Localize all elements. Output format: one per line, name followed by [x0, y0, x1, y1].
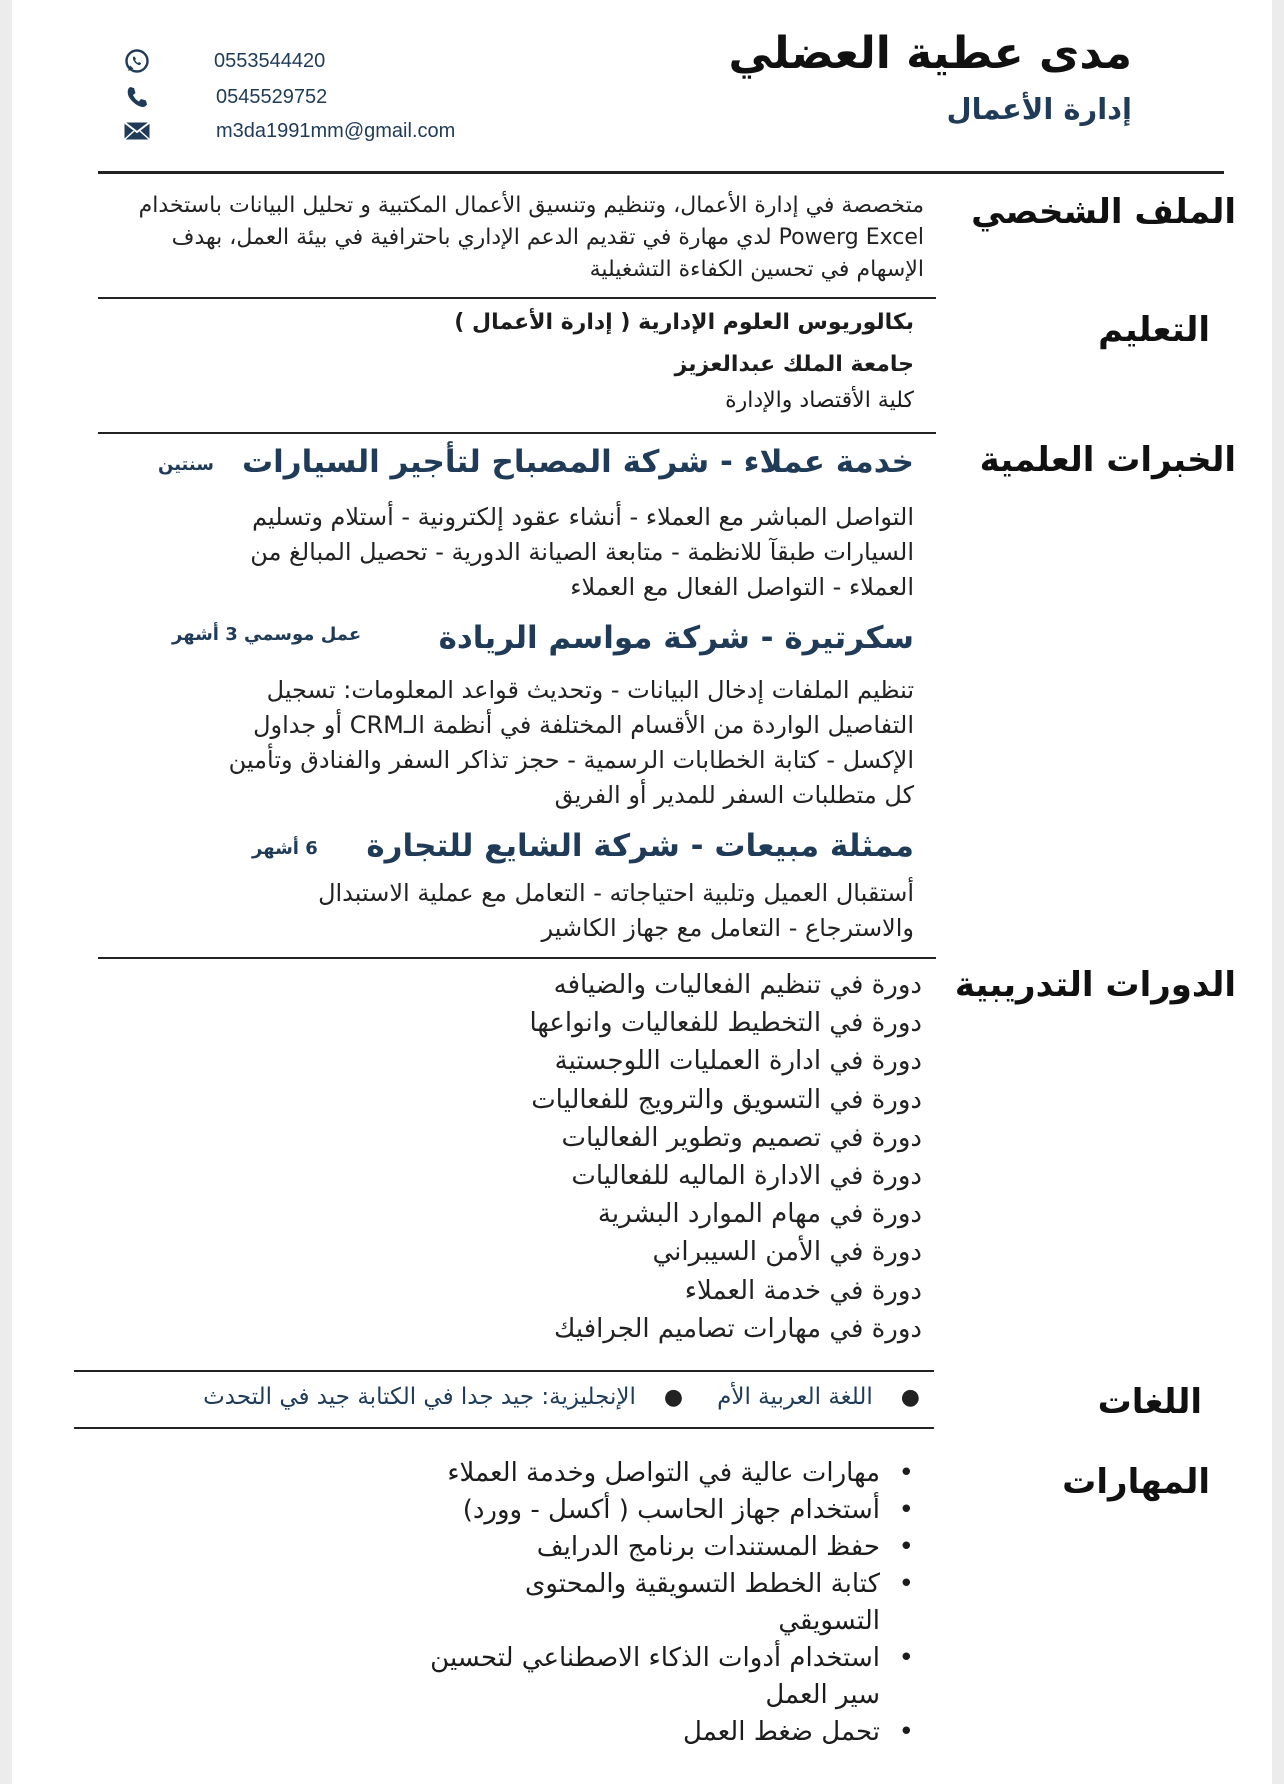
phone-contact: [122, 80, 328, 114]
whatsapp-contact: [122, 44, 326, 78]
job-title: سكرتيرة - شركة مواسم الريادة: [438, 620, 914, 656]
job-desc-line: العملاء - التواصل الفعال مع العملاء: [570, 573, 914, 601]
course-item: دورة في ادارة العمليات اللوجستية: [554, 1046, 922, 1077]
job-duration: 6 أشهر: [252, 838, 318, 859]
course-item: دورة في تنظيم الفعاليات والضيافه: [553, 970, 922, 1000]
education-university: جامعة الملك عبدالعزيز: [674, 352, 914, 377]
bullet: ●: [663, 1384, 684, 1410]
header-divider: [98, 171, 1224, 174]
course-item: دورة في التخطيط للفعاليات وانواعها: [529, 1008, 922, 1039]
languages-list: [203, 1384, 920, 1410]
candidate-job-title: إدارة الأعمال: [946, 92, 1132, 126]
job-desc-line: السيارات طبقآ للانظمة - متابعة الصيانة الدورية - تحصيل المبالغ من: [250, 538, 914, 566]
course-item: دورة في التسويق والترويج للفعاليات: [531, 1084, 922, 1115]
phone-number[interactable]: 0545529752: [216, 85, 328, 108]
email-icon: [122, 116, 152, 146]
courses-list: [529, 966, 922, 1348]
job-description: [154, 876, 914, 946]
profile-line: متخصصة في إدارة الأعمال، وتنظيم وتنسيق الأعمال المكتبية و تحليل البيانات باستخدام: [138, 193, 924, 218]
email-address[interactable]: m3da1991mm@gmail.com: [216, 119, 456, 142]
course-item: دورة في خدمة العملاء: [684, 1275, 922, 1306]
whatsapp-icon: [122, 46, 152, 76]
profile-divider: [98, 297, 936, 299]
job-desc-line: الإكسل - كتابة الخطابات الرسمية - حجز تذاكر السفر والفنادق وتأمين: [228, 746, 914, 774]
experience-section-title: الخبرات العلمية: [979, 440, 1236, 480]
experience-divider: [98, 957, 936, 959]
skill-item: • كتابة الخطط التسويقية والمحتوى التسويقي: [498, 1566, 916, 1640]
skill-item: • مهارات عالية في التواصل وخدمة العملاء: [396, 1455, 916, 1492]
job-title: خدمة عملاء - شركة المصباح لتأجير السيارات: [242, 444, 914, 480]
education-degree: بكالوريوس العلوم الإدارية ( إدارة الأعمال ): [454, 310, 914, 335]
education-divider: [98, 432, 936, 434]
course-item: دورة في الادارة الماليه للفعاليات: [571, 1161, 922, 1192]
skill-item: • أستخدام جهاز الحاسب ( أكسل - وورد): [396, 1492, 916, 1529]
languages-bottom-divider: [74, 1427, 934, 1429]
courses-section-title: الدورات التدريبية: [954, 965, 1236, 1005]
education-college: كلية الأقتصاد والإدارة: [725, 388, 914, 413]
candidate-name: مدى عطية العضلي: [728, 28, 1132, 79]
resume-page: [12, 0, 1272, 1784]
profile-section-title: الملف الشخصي: [971, 192, 1236, 232]
whatsapp-number[interactable]: 0553544420: [214, 49, 326, 72]
email-contact: [122, 114, 456, 148]
course-item: دورة في مهام الموارد البشرية: [597, 1199, 922, 1230]
bullet: ●: [900, 1384, 920, 1410]
profile-summary: [44, 190, 924, 286]
job-desc-line: أستقبال العميل وتلبية احتياجاته - التعامل مع عملية الاستبدال: [318, 879, 914, 907]
skill-item: • استخدام أدوات الذكاء الاصطناعي لتحسين سير العمل: [408, 1640, 916, 1714]
phone-icon: [122, 82, 152, 112]
job-desc-line: التواصل المباشر مع العملاء - أنشاء عقود إلكترونية - أستلام وتسليم: [252, 503, 914, 531]
profile-line: الإسهام في تحسين الكفاءة التشغيلية: [589, 257, 924, 282]
job-title: ممثلة مبيعات - شركة الشايع للتجارة: [366, 828, 914, 864]
skills-list: [396, 1455, 916, 1751]
course-item: دورة في مهارات تصاميم الجرافيك: [553, 1313, 922, 1344]
course-item: دورة في تصميم وتطوير الفعاليات: [561, 1122, 922, 1153]
skill-item: • تحمل ضغط العمل: [396, 1714, 916, 1751]
education-section-title: التعليم: [1098, 310, 1210, 350]
languages-section-title: اللغات: [1097, 1382, 1202, 1422]
language-item: اللغة العربية الأم: [717, 1384, 873, 1410]
job-desc-line: تنظيم الملفات إدخال البيانات - وتحديث قواعد المعلومات: تسجيل: [266, 676, 914, 704]
job-duration: عمل موسمي 3 أشهر: [172, 624, 362, 645]
language-item: الإنجليزية: جيد جدا في الكتابة جيد في التحدث: [203, 1384, 636, 1410]
skills-section-title: المهارات: [1062, 1462, 1210, 1502]
profile-line: Powerg Excel لدي مهارة في تقديم الدعم الإداري باحترافية في بيئة العمل، بهدف: [171, 225, 924, 250]
job-desc-line: التفاصيل الواردة من الأقسام المختلفة في أنظمة الـCRM أو جداول: [253, 711, 914, 739]
languages-top-divider: [74, 1370, 934, 1372]
job-description: [144, 673, 914, 813]
job-description: [154, 500, 914, 605]
job-desc-line: كل متطلبات السفر للمدير أو الفريق: [554, 781, 914, 809]
course-item: دورة في الأمن السيبراني: [652, 1237, 922, 1268]
job-duration: سنتين: [158, 454, 214, 475]
job-desc-line: والاسترجاع - التعامل مع جهاز الكاشير: [541, 914, 914, 942]
skill-item: • حفظ المستندات برنامج الدرايف: [396, 1529, 916, 1566]
